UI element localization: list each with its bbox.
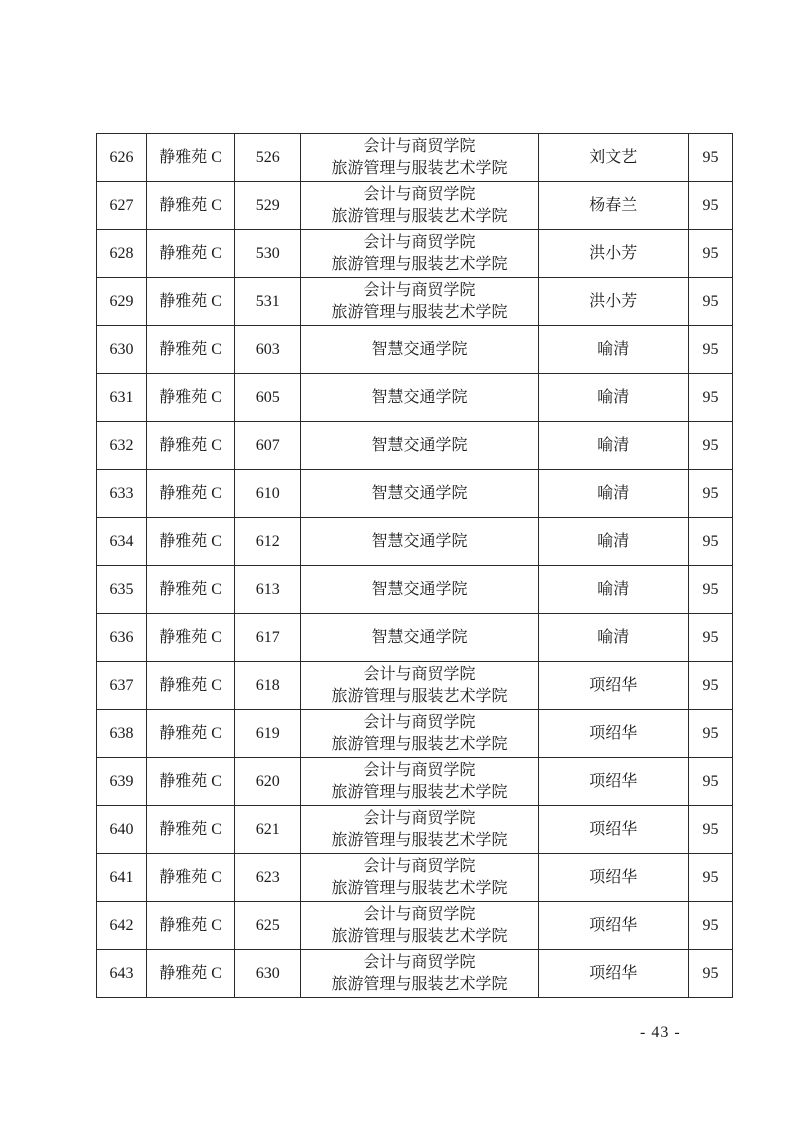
person-in-charge-cell: 项绍华 — [538, 950, 688, 998]
college-name: 旅游管理与服装艺术学院 — [331, 687, 508, 705]
building-cell: 静雅苑 C — [147, 470, 235, 518]
college-cell — [301, 614, 538, 662]
college-name: 会计与商贸学院 — [363, 665, 476, 683]
dormitory-score-table — [96, 133, 733, 998]
college-cell — [301, 902, 538, 950]
college-cell — [301, 758, 538, 806]
score-cell: 95 — [688, 614, 732, 662]
person-in-charge-cell: 喻清 — [538, 374, 688, 422]
row-number-cell: 634 — [97, 518, 147, 566]
row-number-cell: 637 — [97, 662, 147, 710]
building-cell: 静雅苑 C — [147, 806, 235, 854]
score-cell: 95 — [688, 470, 732, 518]
college-cell — [301, 230, 538, 278]
room-number-cell: 621 — [235, 806, 301, 854]
row-number-cell: 633 — [97, 470, 147, 518]
person-in-charge-cell: 喻清 — [538, 470, 688, 518]
table-row — [97, 230, 733, 278]
score-cell: 95 — [688, 806, 732, 854]
room-number-cell: 530 — [235, 230, 301, 278]
score-cell: 95 — [688, 758, 732, 806]
table-row — [97, 278, 733, 326]
row-number-cell: 640 — [97, 806, 147, 854]
table-row — [97, 134, 733, 182]
college-name: 智慧交通学院 — [371, 532, 468, 550]
college-name: 会计与商贸学院 — [363, 761, 476, 779]
room-number-cell: 529 — [235, 182, 301, 230]
college-name: 智慧交通学院 — [371, 580, 468, 598]
table-row — [97, 758, 733, 806]
person-in-charge-cell: 刘文艺 — [538, 134, 688, 182]
college-name: 旅游管理与服装艺术学院 — [331, 831, 508, 849]
college-cell — [301, 662, 538, 710]
score-cell: 95 — [688, 134, 732, 182]
building-cell: 静雅苑 C — [147, 326, 235, 374]
person-in-charge-cell: 洪小芳 — [538, 278, 688, 326]
college-name: 智慧交通学院 — [371, 628, 468, 646]
person-in-charge-cell: 喻清 — [538, 422, 688, 470]
building-cell: 静雅苑 C — [147, 566, 235, 614]
score-cell: 95 — [688, 950, 732, 998]
room-number-cell: 619 — [235, 710, 301, 758]
score-cell: 95 — [688, 662, 732, 710]
college-name: 会计与商贸学院 — [363, 233, 476, 251]
person-in-charge-cell: 喻清 — [538, 566, 688, 614]
table-row — [97, 806, 733, 854]
college-cell — [301, 326, 538, 374]
score-cell: 95 — [688, 278, 732, 326]
person-in-charge-cell: 喻清 — [538, 326, 688, 374]
college-cell — [301, 518, 538, 566]
college-cell — [301, 374, 538, 422]
row-number-cell: 630 — [97, 326, 147, 374]
table-body — [97, 134, 733, 998]
person-in-charge-cell: 杨春兰 — [538, 182, 688, 230]
room-number-cell: 613 — [235, 566, 301, 614]
score-cell: 95 — [688, 422, 732, 470]
building-cell: 静雅苑 C — [147, 518, 235, 566]
person-in-charge-cell: 项绍华 — [538, 662, 688, 710]
college-name: 旅游管理与服装艺术学院 — [331, 879, 508, 897]
building-cell: 静雅苑 C — [147, 758, 235, 806]
college-cell — [301, 566, 538, 614]
college-name: 智慧交通学院 — [371, 484, 468, 502]
building-cell: 静雅苑 C — [147, 662, 235, 710]
college-cell — [301, 134, 538, 182]
college-cell — [301, 806, 538, 854]
person-in-charge-cell: 喻清 — [538, 614, 688, 662]
building-cell: 静雅苑 C — [147, 710, 235, 758]
person-in-charge-cell: 项绍华 — [538, 806, 688, 854]
room-number-cell: 618 — [235, 662, 301, 710]
college-name: 会计与商贸学院 — [363, 905, 476, 923]
row-number-cell: 635 — [97, 566, 147, 614]
row-number-cell: 638 — [97, 710, 147, 758]
room-number-cell: 617 — [235, 614, 301, 662]
row-number-cell: 632 — [97, 422, 147, 470]
college-cell — [301, 854, 538, 902]
table-row — [97, 614, 733, 662]
score-cell: 95 — [688, 230, 732, 278]
college-cell — [301, 278, 538, 326]
building-cell: 静雅苑 C — [147, 278, 235, 326]
table-row — [97, 326, 733, 374]
score-cell: 95 — [688, 854, 732, 902]
score-cell: 95 — [688, 710, 732, 758]
college-cell — [301, 182, 538, 230]
college-name: 智慧交通学院 — [371, 340, 468, 358]
row-number-cell: 639 — [97, 758, 147, 806]
room-number-cell: 623 — [235, 854, 301, 902]
college-name: 旅游管理与服装艺术学院 — [331, 735, 508, 753]
table-row — [97, 662, 733, 710]
building-cell: 静雅苑 C — [147, 614, 235, 662]
college-name: 旅游管理与服装艺术学院 — [331, 975, 508, 993]
college-name: 会计与商贸学院 — [363, 713, 476, 731]
building-cell: 静雅苑 C — [147, 902, 235, 950]
college-name: 旅游管理与服装艺术学院 — [331, 783, 508, 801]
row-number-cell: 627 — [97, 182, 147, 230]
room-number-cell: 630 — [235, 950, 301, 998]
row-number-cell: 643 — [97, 950, 147, 998]
row-number-cell: 631 — [97, 374, 147, 422]
college-name: 会计与商贸学院 — [363, 185, 476, 203]
table-row — [97, 470, 733, 518]
page-number: - 43 - — [640, 1024, 681, 1041]
table-row — [97, 566, 733, 614]
row-number-cell: 641 — [97, 854, 147, 902]
score-cell: 95 — [688, 326, 732, 374]
college-name: 旅游管理与服装艺术学院 — [331, 927, 508, 945]
row-number-cell: 628 — [97, 230, 147, 278]
table-row — [97, 518, 733, 566]
person-in-charge-cell: 喻清 — [538, 518, 688, 566]
person-in-charge-cell: 项绍华 — [538, 710, 688, 758]
room-number-cell: 612 — [235, 518, 301, 566]
college-name: 智慧交通学院 — [371, 388, 468, 406]
building-cell: 静雅苑 C — [147, 854, 235, 902]
building-cell: 静雅苑 C — [147, 182, 235, 230]
college-name: 会计与商贸学院 — [363, 953, 476, 971]
row-number-cell: 626 — [97, 134, 147, 182]
table-row — [97, 902, 733, 950]
score-cell: 95 — [688, 566, 732, 614]
room-number-cell: 610 — [235, 470, 301, 518]
table-row — [97, 950, 733, 998]
room-number-cell: 605 — [235, 374, 301, 422]
room-number-cell: 625 — [235, 902, 301, 950]
person-in-charge-cell: 项绍华 — [538, 902, 688, 950]
building-cell: 静雅苑 C — [147, 950, 235, 998]
college-name: 旅游管理与服装艺术学院 — [331, 159, 508, 177]
table-row — [97, 422, 733, 470]
room-number-cell: 607 — [235, 422, 301, 470]
person-in-charge-cell: 项绍华 — [538, 854, 688, 902]
college-name: 智慧交通学院 — [371, 436, 468, 454]
college-cell — [301, 422, 538, 470]
score-cell: 95 — [688, 518, 732, 566]
person-in-charge-cell: 洪小芳 — [538, 230, 688, 278]
table-row — [97, 182, 733, 230]
table-row — [97, 374, 733, 422]
person-in-charge-cell: 项绍华 — [538, 758, 688, 806]
college-name: 会计与商贸学院 — [363, 857, 476, 875]
score-cell: 95 — [688, 182, 732, 230]
college-name: 会计与商贸学院 — [363, 809, 476, 827]
college-name: 会计与商贸学院 — [363, 137, 476, 155]
table-row — [97, 710, 733, 758]
row-number-cell: 636 — [97, 614, 147, 662]
room-number-cell: 620 — [235, 758, 301, 806]
building-cell: 静雅苑 C — [147, 230, 235, 278]
room-number-cell: 603 — [235, 326, 301, 374]
college-cell — [301, 710, 538, 758]
college-name: 旅游管理与服装艺术学院 — [331, 303, 508, 321]
college-name: 会计与商贸学院 — [363, 281, 476, 299]
college-cell — [301, 470, 538, 518]
score-cell: 95 — [688, 374, 732, 422]
score-cell: 95 — [688, 902, 732, 950]
building-cell: 静雅苑 C — [147, 374, 235, 422]
room-number-cell: 531 — [235, 278, 301, 326]
college-cell — [301, 950, 538, 998]
row-number-cell: 642 — [97, 902, 147, 950]
table-row — [97, 854, 733, 902]
row-number-cell: 629 — [97, 278, 147, 326]
building-cell: 静雅苑 C — [147, 422, 235, 470]
college-name: 旅游管理与服装艺术学院 — [331, 255, 508, 273]
building-cell: 静雅苑 C — [147, 134, 235, 182]
room-number-cell: 526 — [235, 134, 301, 182]
college-name: 旅游管理与服装艺术学院 — [331, 207, 508, 225]
